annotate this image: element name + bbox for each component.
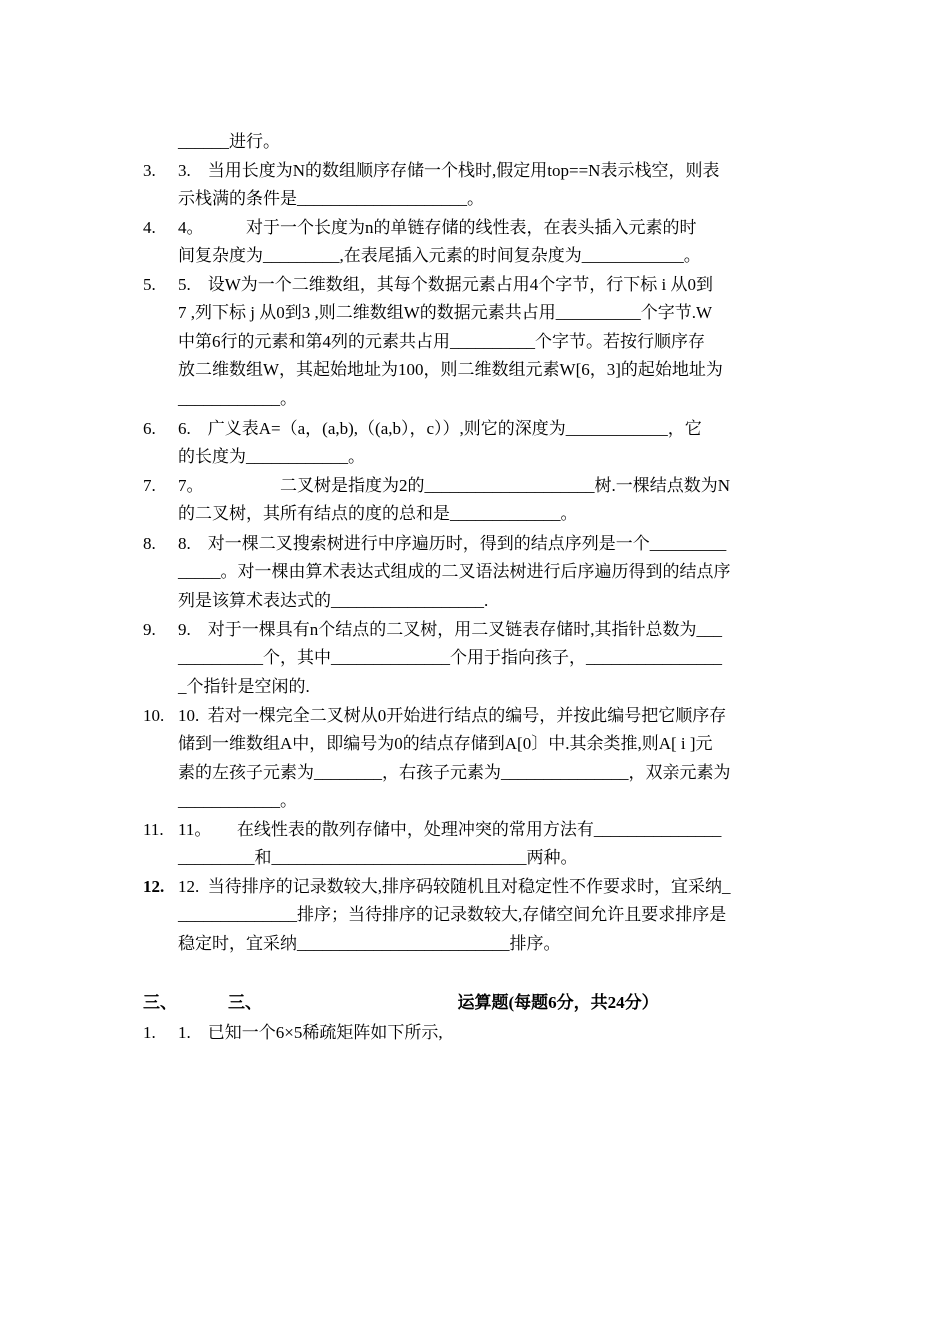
text-line: 的长度为____________。 xyxy=(178,447,365,466)
text-line: 5. 设W为一个二维数组，其每个数据元素占用4个字节，行下标 i 从0到 xyxy=(178,275,714,294)
section-heading: 三、 运算题(每题6分，共24分） xyxy=(228,993,659,1012)
item-number: 5. xyxy=(143,275,156,294)
text-line: 7。 二叉树是指度为2的____________________树.一棵结点数为N xyxy=(178,476,731,495)
text-line: 8. 对一棵二叉搜索树进行中序遍历时，得到的结点序列是一个_________ xyxy=(178,534,727,553)
text-line: ______进行。 xyxy=(178,132,280,151)
item-number: 9. xyxy=(143,620,156,639)
item-number: 6. xyxy=(143,419,156,438)
item-number: 4. xyxy=(143,218,156,237)
text-line: 放二维数组W，其起始地址为100，则二维数组元素W[6，3]的起始地址为 xyxy=(178,360,723,379)
text-line: 列是该算术表达式的__________________. xyxy=(178,591,489,610)
text-line: 1. 已知一个6×5稀疏矩阵如下所示, xyxy=(178,1023,443,1042)
text-line: _____。对一棵由算术表达式组成的二叉语法树进行后序遍历得到的结点序 xyxy=(178,562,731,581)
text-line: 7 ,列下标 j 从0到3 ,则二维数组W的数据元素共占用__________个字节.W xyxy=(178,303,713,322)
text-line: 12. 当待排序的记录数较大,排序码较随机且对稳定性不作要求时，宜采纳_ xyxy=(178,877,731,896)
text-line: ____________。 xyxy=(178,389,297,408)
text-line: 9. 对于一棵具有n个结点的二叉树，用二叉链表存储时,其指针总数为___ xyxy=(178,620,722,639)
text-line: 示栈满的条件是____________________。 xyxy=(178,189,484,208)
text-line: 10. 若对一棵完全二叉树从0开始进行结点的编号，并按此编号把它顺序存 xyxy=(178,706,727,725)
text-line: 的二叉树，其所有结点的度的总和是_____________。 xyxy=(178,504,578,523)
text-line: 素的左孩子元素为________，右孩子元素为_______________，双亲元素为 xyxy=(178,763,731,782)
text-line: 4。 对于一个长度为n的单链存储的线性表，在表头插入元素的时 xyxy=(178,218,697,237)
text-line: 3. 当用长度为N的数组顺序存储一个栈时,假定用top==N表示栈空，则表 xyxy=(178,161,720,180)
item-number: 1. xyxy=(143,1023,156,1042)
text-line: _________和______________________________两种。 xyxy=(178,848,578,867)
text-line: 储到一维数组A中，即编号为0的结点存储到A[0〕中.其余类推,则A[ i ]元 xyxy=(178,734,713,753)
item-number: 10. xyxy=(143,706,165,725)
text-line: 6. 广义表A=（a，(a,b),（(a,b），c））,则它的深度为____________，它 xyxy=(178,419,702,438)
item-number: 8. xyxy=(143,534,156,553)
text-line: ______________排序；当待排序的记录数较大,存储空间允许且要求排序是 xyxy=(178,905,727,924)
item-number: 7. xyxy=(143,476,156,495)
text-line: 稳定时，宜采纳_________________________排序。 xyxy=(178,934,561,953)
text-line: 中第6行的元素和第4列的元素共占用__________个字节。若按行顺序存 xyxy=(178,332,705,351)
text-line: 间复杂度为_________,在表尾插入元素的时间复杂度为____________。 xyxy=(178,246,701,265)
item-number: 3. xyxy=(143,161,156,180)
text-line: 11。 在线性表的散列存储中，处理冲突的常用方法有_______________ xyxy=(178,820,722,839)
item-number: 12. xyxy=(143,877,165,896)
section-number: 三、 xyxy=(143,993,177,1012)
text-line: ____________。 xyxy=(178,791,297,810)
text-line: __________个，其中______________个用于指向孩子，________________ xyxy=(178,648,722,667)
item-number: 11. xyxy=(143,820,164,839)
text-line: _个指针是空闲的. xyxy=(178,677,310,696)
